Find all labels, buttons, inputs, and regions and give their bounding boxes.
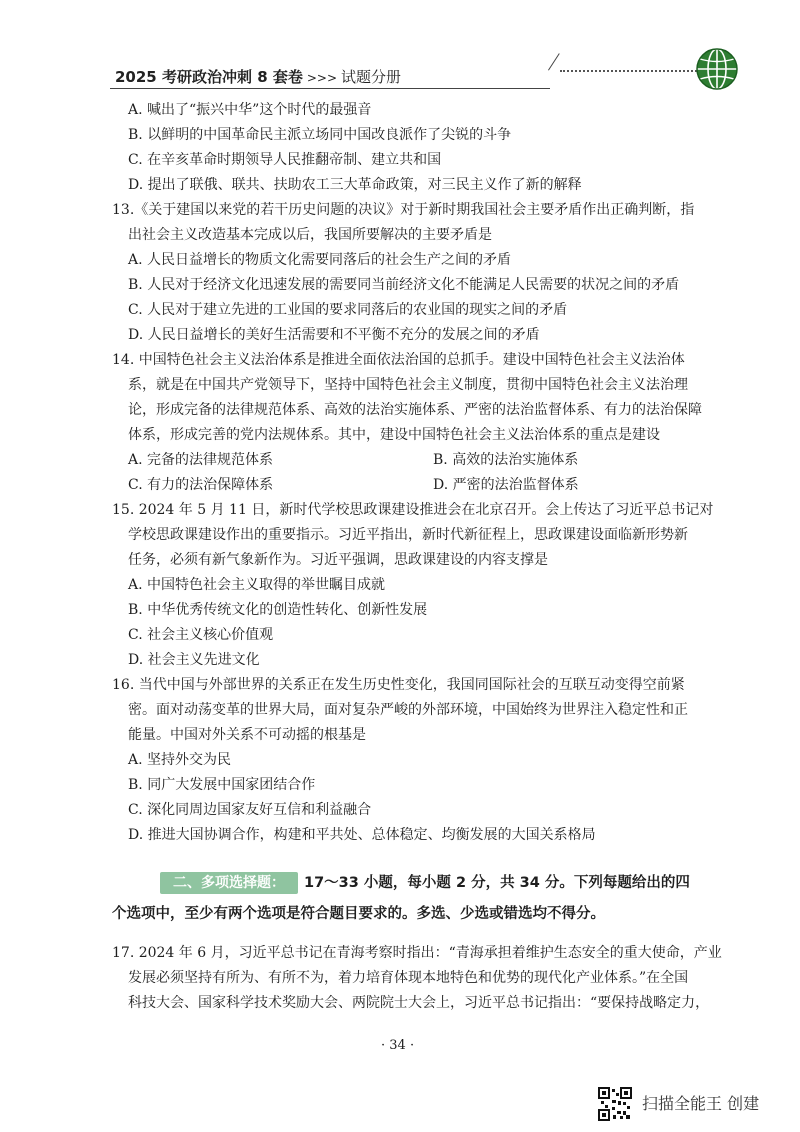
header-title-text: 2025 考研政治冲刺 8 套卷 xyxy=(115,68,303,86)
q14-stem: 体系，形成完善的党内法规体系。其中，建设中国特色社会主义法治体系的重点是建设 xyxy=(128,427,660,443)
section-instructions: 个选项中，至少有两个选项是符合题目要求的。多选、少选或错选均不得分。 xyxy=(112,906,605,922)
q15-option-c: C. 社会主义核心价值观 xyxy=(128,627,274,643)
q13-option-c: C. 人民对于建立先进的工业国的要求同落后的农业国的现实之间的矛盾 xyxy=(128,302,568,318)
q17-stem: 发展必须坚持有所为、有所不为，着力培育体现本地特色和优势的现代化产业体系。”在全国 xyxy=(128,970,689,986)
header-rule-slant xyxy=(548,53,560,70)
q15-stem: 15. 2024 年 5 月 11 日，新时代学校思政课建设推进会在北京召开。会上传达了习近平总书记对 xyxy=(112,502,714,518)
q13-stem: 出社会主义改造基本完成以后，我国所要解决的主要矛盾是 xyxy=(128,227,492,243)
q13-stem: 13.《关于建国以来党的若干历史问题的决议》对于新时期我国社会主要矛盾作出正确判断，指 xyxy=(112,202,695,218)
section-instructions: 17～33 小题，每小题 2 分，共 34 分。下列每题给出的四 xyxy=(304,875,690,891)
q12-option-c: C. 在辛亥革命时期领导人民推翻帝制、建立共和国 xyxy=(128,152,442,168)
q17-stem: 科技大会、国家科学技术奖励大会、两院院士大会上，习近平总书记指出：“要保持战略定力， xyxy=(128,995,710,1011)
q14-option-d: D. 严密的法治监督体系 xyxy=(433,477,579,493)
q14-stem: 14. 中国特色社会主义法治体系是推进全面依法治国的总抓手。建设中国特色社会主义法治体 xyxy=(112,352,685,368)
q13-option-b: B. 人民对于经济文化迅速发展的需要同当前经济文化不能满足人民需要的状况之间的矛盾 xyxy=(128,277,680,293)
header-separator: >>> xyxy=(306,71,338,85)
q16-option-d: D. 推进大国协调合作，构建和平共处、总体稳定、均衡发展的大国关系格局 xyxy=(128,827,596,843)
q15-option-a: A. 中国特色社会主义取得的举世瞩目成就 xyxy=(128,577,386,593)
q17-stem: 17. 2024 年 6 月，习近平总书记在青海考察时指出：“青海承担着维护生态安全的重大使命，产业 xyxy=(112,945,722,961)
q12-option-b: B. 以鲜明的中国革命民主派立场同中国改良派作了尖锐的斗争 xyxy=(128,127,512,143)
globe-logo-icon xyxy=(694,46,740,92)
q14-option-a: A. 完备的法律规范体系 xyxy=(128,452,274,468)
q14-option-c: C. 有力的法治保障体系 xyxy=(128,477,274,493)
scanner-watermark: 扫描全能王 创建 xyxy=(642,1094,760,1113)
q15-option-b: B. 中华优秀传统文化的创造性转化、创新性发展 xyxy=(128,602,428,618)
q16-option-c: C. 深化同周边国家友好互信和利益融合 xyxy=(128,802,372,818)
q15-stem: 学校思政课建设作出的重要指示。习近平指出，新时代新征程上，思政课建设面临新形势新 xyxy=(128,527,688,543)
section-badge: 二、多项选择题： xyxy=(160,872,298,894)
header-rule-dotted xyxy=(560,70,700,72)
q13-option-d: D. 人民日益增长的美好生活需要和不平衡不充分的发展之间的矛盾 xyxy=(128,327,540,343)
q14-stem: 论，形成完备的法律规范体系、高效的法治实施体系、严密的法治监督体系、有力的法治保障 xyxy=(128,402,702,418)
q14-option-b: B. 高效的法治实施体系 xyxy=(433,452,579,468)
page-number: · 34 · xyxy=(381,1038,415,1053)
qr-code-icon xyxy=(598,1087,632,1121)
q16-option-b: B. 同广大发展中国家团结合作 xyxy=(128,777,316,793)
q15-option-d: D. 社会主义先进文化 xyxy=(128,652,260,668)
header-title xyxy=(115,66,401,87)
q13-option-a: A. 人民日益增长的物质文化需要同落后的社会生产之间的矛盾 xyxy=(128,252,512,268)
q12-option-a: A. 喊出了“振兴中华”这个时代的最强音 xyxy=(128,102,372,118)
q16-stem: 能量。中国对外关系不可动摇的根基是 xyxy=(128,727,366,743)
q16-stem: 密。面对动荡变革的世界大局，面对复杂严峻的外部环境，中国始终为世界注入稳定性和正 xyxy=(128,702,688,718)
header-subtitle: 试题分册 xyxy=(341,68,402,86)
q15-stem: 任务，必须有新气象新作为。习近平强调，思政课建设的内容支撑是 xyxy=(128,552,548,568)
header-rule xyxy=(110,88,550,89)
q14-stem: 系，就是在中国共产党领导下，坚持中国特色社会主义制度，贯彻中国特色社会主义法治理 xyxy=(128,377,688,393)
q16-stem: 16. 当代中国与外部世界的关系正在发生历史性变化，我国同国际社会的互联互动变得空前紧 xyxy=(112,677,685,693)
q16-option-a: A. 坚持外交为民 xyxy=(128,752,232,768)
q12-option-d: D. 提出了联俄、联共、扶助农工三大革命政策，对三民主义作了新的解释 xyxy=(128,177,582,193)
